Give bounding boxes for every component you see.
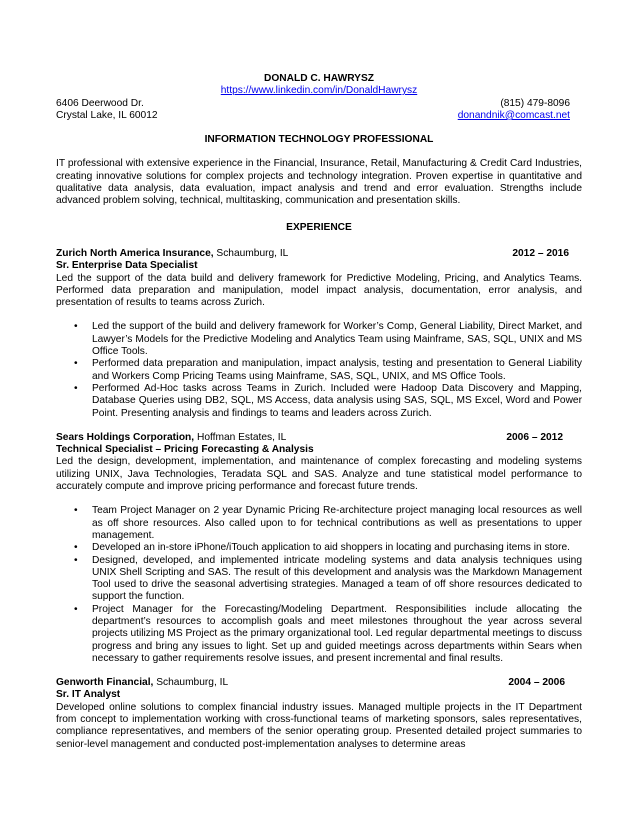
job-company: Genworth Financial, <box>56 677 154 689</box>
job-entry-zurich <box>56 248 582 420</box>
list-item: • Developed an in-store iPhone/iTouch application to aid shoppers in locating and purchasing items in store. <box>56 542 582 554</box>
job-dates: 2004 – 2006 <box>508 677 565 689</box>
list-item: • Performed Ad-Hoc tasks across Teams in Zurich. Included were Hadoop Data Discovery and Mapping, Database Queries using DB2, SQL, MS Access, data analysis using SAS, SQL, MS Excel, Word and Power Point. Presenting analysis and findings to teams and leaders across Zurich. <box>56 383 582 420</box>
address-line-2: Crystal Lake, IL 60012 <box>56 109 158 121</box>
job-company: Sears Holdings Corporation, <box>56 431 195 443</box>
job-description: Led the support of the data build and delivery framework for Predictive Modeling, Pricing, and Analytics Teams. Performed data preparation and manipulation, model impact analysis, documentation, error analysis, and presentation of results to teams across Zurich. <box>56 272 582 309</box>
job-dates: 2006 – 2012 <box>506 431 563 443</box>
job-role: Sr. IT Analyst <box>56 689 121 701</box>
contact-row-1 <box>56 98 582 110</box>
list-item: • Project Manager for the Forecasting/Modeling Department. Responsibilities include allocating the department’s resources to accomplish goals and meet milestones throughout the year across several projects utilizing MS Project as the primary organizational tool. Led regular departmental meetings to discuss progress and bring any issues to light. Set up and guided meetings across departments within Sears when necessary to gather requirements resolve issues, and present incremental and final results. <box>56 604 582 665</box>
contact-row-2 <box>56 110 582 122</box>
list-item: • Led the support of the build and delivery framework for Worker’s Comp, General Liability, Direct Market, and Lawyer’s Models for the Predictive Modeling and Analytics Team using Mainframe, SAS, SQL, UNIX and MS Office Tools. <box>56 321 582 358</box>
resume-content <box>56 73 582 751</box>
job-description: Led the design, development, implementation, and maintenance of complex forecasting and modeling systems utilizing UNIX, Java Technologies, Teradata SQL and SAS. Analyze and tune statistical model performance to accurately compute and improve pricing performance and forecast future trends. <box>56 456 582 493</box>
summary-paragraph: IT professional with extensive experience in the Financial, Insurance, Retail, Manufacturing & Credit Card Industries, creating innovative solutions for complex projects and technology integration. Proven expertise in quantitative and qualitative data analysis, data evaluation, impact analysis and trend and error evaluation. Strengths include advanced problem solving, technical, multitasking, communication and presentation skills. <box>56 158 582 207</box>
job-dates: 2012 – 2016 <box>512 247 569 259</box>
professional-title: INFORMATION TECHNOLOGY PROFESSIONAL <box>204 134 434 146</box>
list-item: • Team Project Manager on 2 year Dynamic Pricing Re-architecture project managing local resources as well as off shore resources. Also called upon to for technical contributions as well as presentations to upper management. <box>56 505 582 542</box>
job-entry-sears <box>56 432 582 665</box>
job-location: Schaumburg, IL <box>153 677 229 689</box>
job-bullets <box>56 505 582 665</box>
job-location: Hoffman Estates, IL <box>194 431 287 443</box>
candidate-name: DONALD C. HAWRYSZ <box>264 73 374 84</box>
job-description: Developed online solutions to complex financial industry issues. Managed multiple projects in the IT Department from concept to implementation working with cross-functional teams of marketing sponsors, sales representatives, compliance representatives, and members of the senior operating group. Presented detailed project summaries to senior-level management and conducted post-implementation analyses to determine areas <box>56 701 582 750</box>
phone-number: (815) 479-8096 <box>500 97 570 109</box>
list-item: • Performed data preparation and manipulation, impact analysis, testing and presentation to General Liability and Workers Comp Pricing Teams using Mainframe, SAS, SQL, UNIX, and MS Office Tools. <box>56 358 582 383</box>
address-line-1: 6406 Deerwood Dr. <box>56 97 144 109</box>
job-role: Sr. Enterprise Data Specialist <box>56 260 198 272</box>
job-entry-genworth <box>56 677 582 751</box>
email-link[interactable]: donandnik@comcast.net <box>457 109 570 121</box>
job-role: Technical Specialist – Pricing Forecasting & Analysis <box>56 444 314 456</box>
job-location: Schaumburg, IL <box>213 247 289 259</box>
job-bullets <box>56 321 582 419</box>
linkedin-link[interactable]: https://www.linkedin.com/in/DonaldHawrysz <box>220 85 418 97</box>
list-item: • Designed, developed, and implemented intricate modeling systems and data analysis techniques using UNIX Shell Scripting and SAS. The result of this development and analysis was the Markdown Management Tool used to drive the seasonal advertising strategies. Managed a team of off shore resources dedicated to support the function. <box>56 555 582 604</box>
experience-heading: EXPERIENCE <box>286 221 352 233</box>
job-company: Zurich North America Insurance, <box>56 247 214 259</box>
